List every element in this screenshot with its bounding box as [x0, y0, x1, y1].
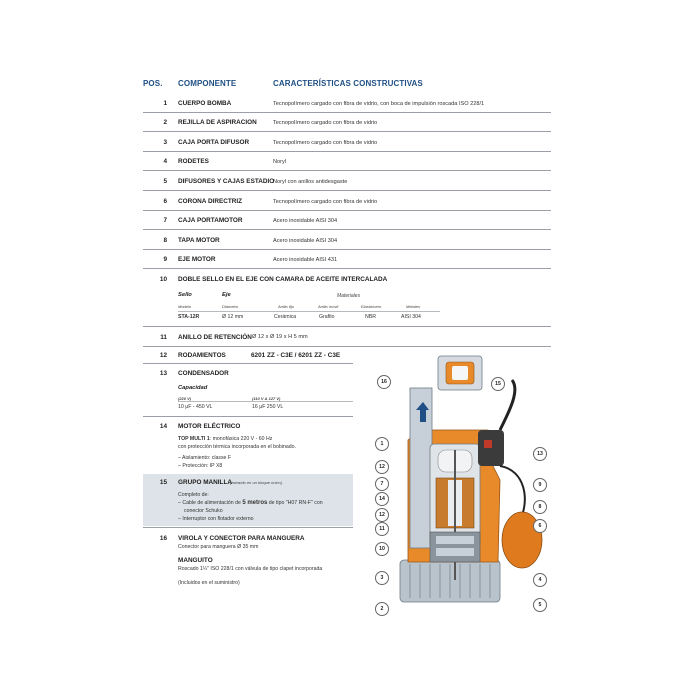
- row-divider: [143, 268, 551, 269]
- callout-1: 1: [375, 437, 389, 451]
- component-name: ANILLO DE RETENCIÓN: [178, 334, 252, 341]
- callout-5: 5: [533, 598, 547, 612]
- eje-label: Eje: [222, 292, 231, 298]
- row-divider: [143, 190, 551, 191]
- component-description: Tecnopolímero cargado con fibra de vidrio: [273, 140, 378, 146]
- flow-arrow-icon: [420, 408, 426, 422]
- row-number: 14: [159, 423, 167, 430]
- cable-connector: conector Schuko: [184, 508, 223, 514]
- component-description: Acero inoxidable AISI 304: [273, 238, 338, 244]
- component-description: Noryl con anillos antidesgaste: [273, 179, 348, 185]
- callout-9: 9: [533, 478, 547, 492]
- component-name: REJILLA DE ASPIRACION: [178, 119, 257, 126]
- metales-value: AISI 304: [401, 314, 421, 320]
- row-number: 7: [163, 217, 167, 224]
- component-description: Ø 12 x Ø 19 x H 5 mm: [252, 334, 308, 340]
- callout-6: 6: [533, 519, 547, 533]
- row-number: 10: [159, 276, 167, 283]
- callout-12: 12: [375, 508, 389, 522]
- v1-value: 10 μF - 450 VL: [178, 404, 213, 410]
- row-number: 13: [159, 370, 167, 377]
- row-number: 15: [159, 479, 167, 486]
- included-note: (Incluidos en el suministro): [178, 580, 240, 586]
- elastomeros-header: Elastómero: [361, 304, 382, 309]
- motor-protection: con protección térmica incorporada en el bobinado.: [178, 444, 296, 450]
- row-number: 6: [163, 198, 167, 205]
- row-divider: [143, 229, 551, 230]
- diametro-value: Ø 12 mm: [222, 314, 244, 320]
- component-name: EJE MOTOR: [178, 256, 216, 263]
- manguito-label: MANGUITO: [178, 557, 213, 564]
- motor-ip: – Protección: IP X8: [178, 463, 223, 469]
- component-name: TAPA MOTOR: [178, 237, 220, 244]
- component-description: Acero inoxidable AISI 304: [273, 218, 338, 224]
- component-name: DOBLE SELLO EN EL EJE CON CAMARA DE ACEITE INTERCALADA: [178, 276, 388, 283]
- header-caracteristicas: CARACTERÍSTICAS CONSTRUCTIVAS: [273, 79, 423, 88]
- float-switch: – Interruptor con flotador externo: [178, 516, 254, 522]
- callout-3: 3: [375, 571, 389, 585]
- callout-7: 7: [375, 477, 389, 491]
- diametro-header: Diámetro: [222, 304, 239, 309]
- row-number: 5: [163, 178, 167, 185]
- callout-2: 2: [375, 602, 389, 616]
- component-name: CAJA PORTAMOTOR: [178, 217, 243, 224]
- callout-12: 12: [375, 460, 389, 474]
- header-componente: COMPONENTE: [178, 79, 237, 88]
- row-number: 1: [163, 100, 167, 107]
- callout-15: 15: [491, 377, 505, 391]
- component-name: RODETES: [178, 158, 209, 165]
- component-name: MOTOR ELÉCTRICO: [178, 423, 241, 430]
- modelo-value: STA-12R: [178, 314, 200, 320]
- component-name: VIROLA Y CONECTOR PARA MANGUERA: [178, 535, 305, 542]
- component-name: CORONA DIRECTRIZ: [178, 198, 243, 205]
- metales-header: Metales: [406, 304, 421, 309]
- row-divider: [143, 131, 551, 132]
- row-number: 3: [163, 139, 167, 146]
- component-name: GRUPO MANILLA: [178, 479, 232, 486]
- component-description: Tecnopolímero cargado con fibra de vidrio, con boca de impulsión roscada ISO 228/1: [273, 101, 485, 107]
- group-complete: Completo de:: [178, 492, 209, 498]
- component-description: 6201 ZZ - C3E / 6201 ZZ - C3E: [251, 352, 341, 359]
- v2-header: (110 V & 127 V): [252, 396, 281, 401]
- motor-model: TOP MULTI 1: [178, 436, 210, 442]
- sello-label: Sello: [178, 292, 192, 298]
- cable-text-a: – Cable de alimentación de: [178, 500, 243, 506]
- anillo-fijo-header: Anillo fijo: [278, 304, 295, 309]
- v1-header: (220 V): [178, 396, 192, 401]
- anillo-fijo-value: Cerámica: [274, 314, 297, 320]
- cable-text-c: de tipo "H07 RN-F" con: [267, 500, 323, 506]
- row-number: 11: [160, 334, 167, 341]
- v2-value: 16 μF 250 VL: [252, 404, 284, 410]
- modelo-header: Modelo: [178, 304, 192, 309]
- component-name: CUERPO BOMBA: [178, 100, 232, 107]
- row-divider: [143, 151, 551, 152]
- motor-insulation: – Aislamiento: classe F: [178, 455, 232, 461]
- component-name: CAJA PORTA DIFUSOR: [178, 139, 250, 146]
- header-pos: POS.: [143, 79, 163, 88]
- row-divider: [143, 170, 551, 171]
- component-description: Tecnopolímero cargado con fibra de vidrio: [273, 199, 378, 205]
- callout-4: 4: [533, 573, 547, 587]
- component-description: Noryl: [273, 159, 287, 165]
- motor-spec: : monofásica 220 V - 60 Hz: [209, 436, 273, 442]
- component-name: CONDENSADOR: [178, 370, 229, 377]
- callout-14: 14: [375, 492, 389, 506]
- row-divider: [143, 249, 551, 250]
- cable-length: 5 metros: [242, 500, 268, 506]
- pump-cutaway-diagram: [360, 350, 560, 620]
- anillo-movil-value: Grafito: [319, 314, 335, 320]
- callout-13: 13: [533, 447, 547, 461]
- callout-11: 11: [375, 522, 389, 536]
- component-name: RODAMIENTOS: [178, 352, 226, 359]
- component-description: Tecnopolímero cargado con fibra de vidrio: [273, 120, 378, 126]
- row-divider: [143, 210, 551, 211]
- callout-10: 10: [375, 542, 389, 556]
- elastomeros-value: NBR: [365, 314, 376, 320]
- row-number: 16: [159, 535, 167, 542]
- manguito-desc: Roscado 1¼" ISO 228/1 con válvula de tipo clapet incorporada: [178, 566, 323, 572]
- row-number: 2: [163, 119, 167, 126]
- anillo-movil-header: Anillo móvil: [318, 304, 339, 309]
- component-name: DIFUSORES Y CAJAS ESTADIO: [178, 178, 275, 185]
- component-description: Acero inoxidable AISI 431: [273, 257, 338, 263]
- callout-8: 8: [533, 500, 547, 514]
- row-number: 4: [163, 158, 167, 165]
- row-number: 9: [163, 256, 167, 263]
- component-note: (estraído en un bloque único): [230, 480, 283, 485]
- materiales-label: Materiales: [337, 293, 361, 299]
- callout-16: 16: [377, 375, 391, 389]
- row-number: 12: [159, 352, 167, 359]
- row-number: 8: [163, 237, 167, 244]
- hose-connector: Conector para manguera Ø 35 mm: [178, 544, 259, 550]
- capacidad-label: Capacidad: [178, 385, 208, 391]
- row-divider: [143, 112, 551, 113]
